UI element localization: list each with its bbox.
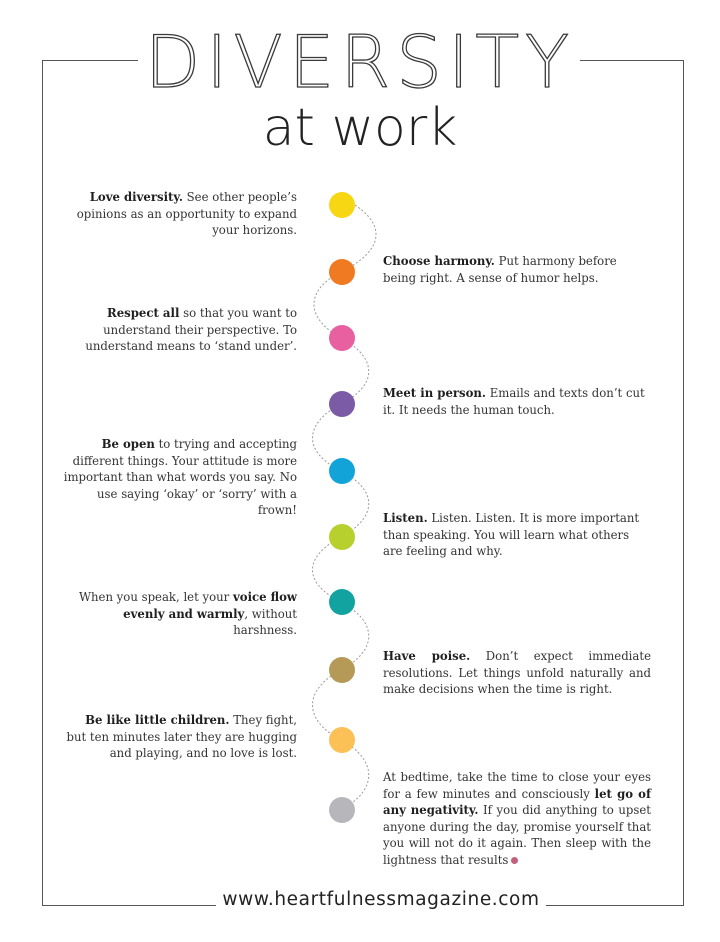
footer-website-link[interactable]: www.heartfulnessmagazine.com [222, 889, 540, 910]
tip-heading: Meet in person. [383, 386, 486, 400]
tip-love-diversity [60, 189, 297, 239]
tip-text: Don’t expect immediate resolutions. Let things unfold naturally and make decisions when the time is right. [383, 649, 652, 696]
tip-respect-all [80, 305, 297, 355]
timeline-dot [329, 524, 355, 550]
tip-text: Emails and texts don’t cut it. It needs the human touch. [383, 386, 645, 417]
tip-heading: Listen. [383, 511, 428, 525]
tip-heading: Have poise. [383, 649, 471, 663]
tip-heading: let go of any negativity. [383, 786, 652, 817]
tip-text: If you did anything to upset anyone during the day, promise yourself that you will not do it again. Then sleep with the lightness that results [383, 803, 651, 867]
page-subtitle: at work [262, 98, 458, 158]
tip-text: Listen. Listen. It is more important than speaking. You will learn what others are feeling and why. [383, 511, 640, 558]
tip-heading: Love diversity. [89, 190, 183, 204]
tip-text-prefix: When you speak, let your [78, 590, 233, 604]
tip-have-poise [383, 648, 651, 698]
timeline-dot [329, 325, 355, 351]
tip-heading: voice flow evenly and warmly [123, 590, 297, 621]
timeline-dot [329, 391, 355, 417]
tip-choose-harmony [383, 253, 651, 286]
tip-heading: Respect all [107, 306, 180, 320]
tip-little-children [66, 712, 297, 762]
timeline-dot [329, 657, 355, 683]
tip-heading: Be like little children. [85, 713, 230, 727]
tip-heading: Choose harmony. [383, 254, 495, 268]
tip-text: They fight, but ten minutes later they are hugging and playing, and no love is lost. [66, 713, 297, 760]
end-bullet-icon [511, 857, 518, 864]
tip-voice-flow [56, 589, 297, 639]
tip-listen [383, 510, 651, 560]
page-title: DIVERSITY [144, 20, 576, 104]
tip-text: Put harmony before being right. A sense of humor helps. [383, 254, 617, 285]
timeline-dot [329, 192, 355, 218]
timeline-dot [329, 797, 355, 823]
tip-bedtime [383, 769, 651, 868]
tip-be-open [56, 436, 297, 519]
timeline-dot [329, 458, 355, 484]
tip-text: , without harshness. [233, 606, 297, 637]
tip-meet-in-person [383, 385, 651, 418]
timeline-dot [329, 727, 355, 753]
timeline-dot [329, 259, 355, 285]
tip-text: so that you want to understand their perspective. To understand means to ‘stand under’. [85, 306, 297, 353]
timeline-dot [329, 589, 355, 615]
tip-text: to trying and accepting different things. Your attitude is more important than what words you say. No use saying ‘okay’ or ‘sorry’ with a frown! [63, 437, 297, 517]
tip-heading: Be open [101, 437, 155, 451]
tip-text: See other people’s opinions as an opportunity to expand your horizons. [76, 190, 297, 237]
tip-text-prefix: At bedtime, take the time to close your eyes for a few minutes and consciously [383, 770, 651, 801]
